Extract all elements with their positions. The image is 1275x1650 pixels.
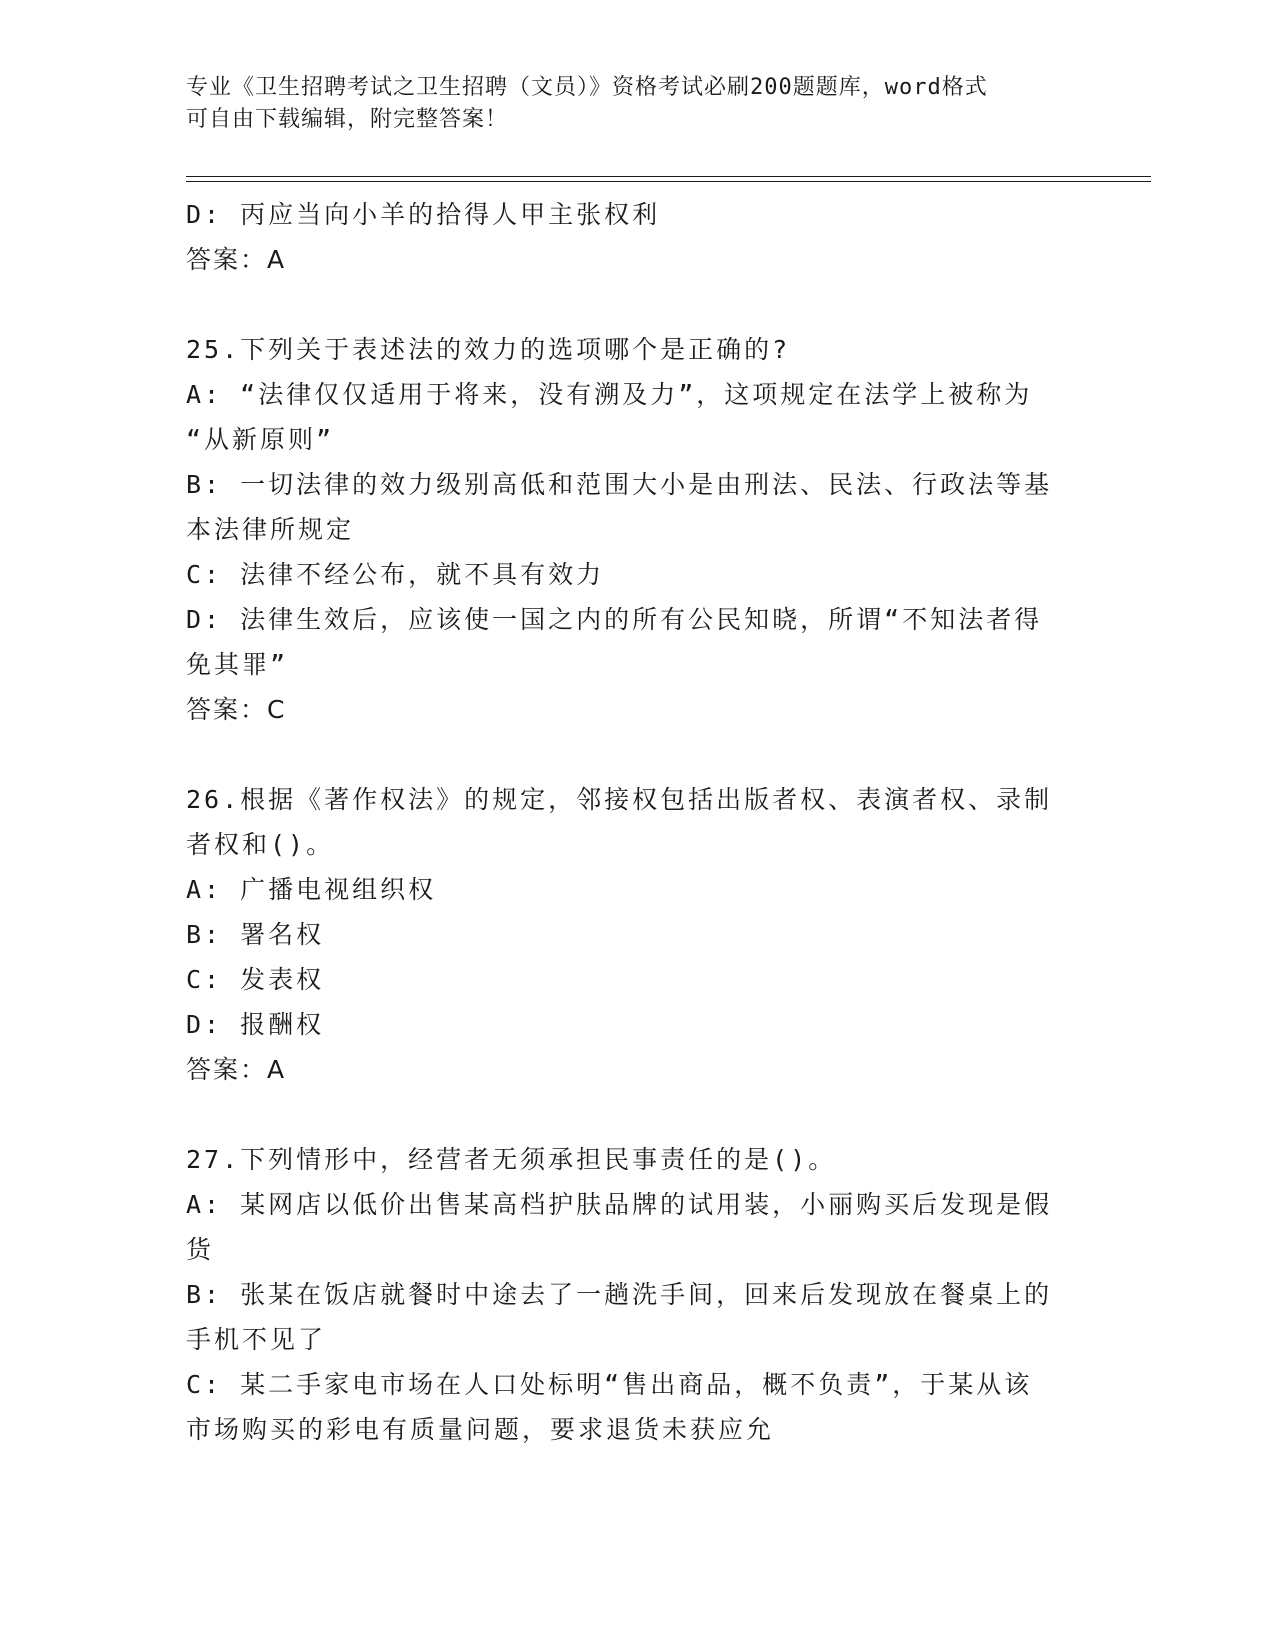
option-a: A: 某网店以低价出售某高档护肤品牌的试用装，小丽购买后发现是假 [186,1190,1053,1219]
page-header [186,72,1066,136]
option-c: C: 法律不经公布，就不具有效力 [186,560,605,589]
answer: 答案：A [186,245,287,274]
header-title-line-2: 可自由下载编辑，附完整答案！ [186,107,509,132]
option-c: C: 发表权 [186,965,325,994]
option-a-continued: 货 [186,1235,215,1264]
spacer [186,282,1076,327]
answer: 答案：A [186,1055,287,1084]
option-d-continued: 免其罪” [186,650,289,679]
option-a: A: “法律仅仅适用于将来，没有溯及力”，这项规定在法学上被称为 [186,380,1033,409]
spacer [186,1092,1076,1137]
option-a: A: 广播电视组织权 [186,875,437,904]
option-d: D: 报酬权 [186,1010,325,1039]
option-d: D: 法律生效后，应该使一国之内的所有公民知晓，所谓“不知法者得 [186,605,1043,634]
option-c-continued: 市场购买的彩电有质量问题，要求退货未获应允 [186,1415,775,1444]
option-d: D: 丙应当向小羊的拾得人甲主张权利 [186,200,661,229]
option-b-continued: 本法律所规定 [186,515,355,544]
question-24-tail [186,192,1076,282]
header-title-line-1: 专业《卫生招聘考试之卫生招聘（文员）》资格考试必刷200题题库，word格式 [186,75,988,100]
spacer [186,732,1076,777]
option-a-continued: “从新原则” [186,425,335,454]
question-25 [186,327,1076,732]
question-27 [186,1137,1076,1452]
answer: 答案：C [186,695,287,724]
question-stem: 26.根据《著作权法》的规定，邻接权包括出版者权、表演者权、录制 [186,785,1053,814]
option-b: B: 署名权 [186,920,325,949]
option-b-continued: 手机不见了 [186,1325,327,1354]
header-rule-top [186,176,1151,177]
question-26 [186,777,1076,1092]
question-stem: 25.下列关于表述法的效力的选项哪个是正确的? [186,335,791,364]
question-content [186,192,1076,1452]
option-c: C: 某二手家电市场在人口处标明“售出商品，概不负责”，于某从该 [186,1370,1033,1399]
question-stem: 27.下列情形中，经营者无须承担民事责任的是()。 [186,1145,837,1174]
option-b: B: 张某在饭店就餐时中途去了一趟洗手间，回来后发现放在餐桌上的 [186,1280,1053,1309]
question-stem-continued: 者权和()。 [186,830,335,859]
header-rule-bottom [186,181,1151,182]
option-b: B: 一切法律的效力级别高低和范围大小是由刑法、民法、行政法等基 [186,470,1053,499]
